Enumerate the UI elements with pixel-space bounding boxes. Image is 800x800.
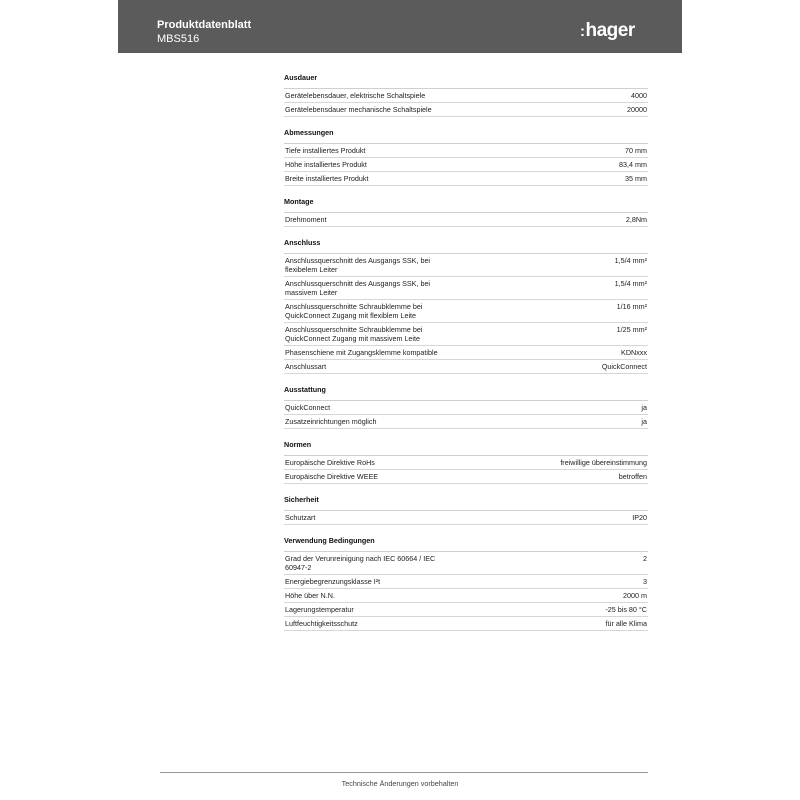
spec-label: Luftfeuchtigkeitsschutz (285, 619, 358, 628)
spec-section (284, 71, 648, 117)
spec-value: 35 mm (625, 174, 647, 183)
spec-label: Europäische Direktive WEEE (285, 472, 379, 481)
spec-label: Höhe über N.N. (285, 591, 335, 600)
spec-value: QuickConnect (601, 362, 647, 371)
spec-row (284, 144, 648, 158)
spec-row (284, 617, 648, 631)
spec-row (284, 456, 648, 470)
spec-label: Höhe installiertes Produkt (285, 160, 367, 169)
spec-row (284, 346, 648, 360)
spec-row (284, 300, 648, 323)
footer-divider (160, 772, 648, 773)
section-title: Sicherheit (284, 493, 648, 511)
spec-label: Tiefe installiertes Produkt (285, 146, 366, 155)
spec-value: KDNxxx (621, 348, 647, 357)
spec-value: 20000 (627, 105, 647, 114)
spec-value: 2 (643, 554, 647, 563)
spec-row (284, 415, 648, 429)
spec-value: 2000 m (623, 591, 647, 600)
spec-value: 70 mm (625, 146, 647, 155)
spec-value: ja (641, 403, 647, 412)
section-title: Verwendung Bedingungen (284, 534, 648, 552)
spec-section (284, 195, 648, 227)
section-title: Ausstattung (284, 383, 648, 401)
spec-value: 1,5/4 mm² (614, 279, 647, 288)
spec-row (284, 470, 648, 484)
spec-label: Europäische Direktive RoHs (285, 458, 375, 467)
spec-value: 1,5/4 mm² (614, 256, 647, 265)
spec-row (284, 603, 648, 617)
spec-label: Anschlussquerschnitte Schraubklemme bei QuickConnect Zugang mit massivem Leite (285, 325, 423, 343)
section-title: Montage (284, 195, 648, 213)
spec-value: 4000 (631, 91, 647, 100)
spec-section (284, 493, 648, 525)
spec-label: Schutzart (285, 513, 316, 522)
spec-label: Drehmoment (285, 215, 327, 224)
spec-row (284, 552, 648, 575)
spec-label: Phasenschiene mit Zugangsklemme kompatible (285, 348, 438, 357)
spec-section (284, 438, 648, 484)
spec-row (284, 589, 648, 603)
spec-row (284, 401, 648, 415)
spec-section (284, 126, 648, 186)
spec-table (284, 71, 648, 640)
section-title: Anschluss (284, 236, 648, 254)
spec-value: 1/25 mm² (616, 325, 647, 334)
spec-value: betroffen (618, 472, 647, 481)
section-title: Ausdauer (284, 71, 648, 89)
product-code: MBS516 (157, 33, 200, 45)
spec-row (284, 323, 648, 346)
hager-logo: :hager (580, 20, 635, 41)
spec-row (284, 172, 648, 186)
spec-value: freiwillige übereinstimmung (560, 458, 647, 467)
spec-label: Zusatzeinrichtungen möglich (285, 417, 377, 426)
spec-label: Gerätelebensdauer, elektrische Schaltspiele (285, 91, 426, 100)
spec-value: -25 bis 80 °C (605, 605, 647, 614)
spec-section (284, 383, 648, 429)
section-title: Normen (284, 438, 648, 456)
section-title: Abmessungen (284, 126, 648, 144)
spec-label: Grad der Verunreinigung nach IEC 60664 / IEC 60947-2 (285, 554, 436, 572)
spec-label: Energiebegrenzungsklasse I²t (285, 577, 381, 586)
spec-section (284, 236, 648, 374)
spec-row (284, 213, 648, 227)
spec-row (284, 511, 648, 525)
document-title: Produktdatenblatt (157, 19, 252, 31)
spec-row (284, 158, 648, 172)
spec-row (284, 360, 648, 374)
spec-label: Anschlussquerschnitte Schraubklemme bei QuickConnect Zugang mit flexiblem Leite (285, 302, 423, 320)
footer-note: Technische Änderungen vorbehalten (341, 779, 459, 788)
spec-row (284, 277, 648, 300)
spec-label: Breite installiertes Produkt (285, 174, 369, 183)
spec-value: 3 (643, 577, 647, 586)
spec-value: IP20 (632, 513, 647, 522)
spec-row (284, 103, 648, 117)
spec-value: 1/16 mm² (616, 302, 647, 311)
spec-value: 83,4 mm (619, 160, 647, 169)
header-bar (118, 0, 682, 53)
spec-value: ja (641, 417, 647, 426)
spec-label: Anschlussquerschnitt des Ausgangs SSK, bei massivem Leiter (285, 279, 431, 297)
spec-label: Anschlussquerschnitt des Ausgangs SSK, bei flexibelem Leiter (285, 256, 431, 274)
spec-row (284, 575, 648, 589)
spec-label: Lagerungstemperatur (285, 605, 354, 614)
spec-row (284, 89, 648, 103)
spec-section (284, 534, 648, 631)
spec-label: Anschlussart (285, 362, 327, 371)
spec-row (284, 254, 648, 277)
spec-value: 2,8Nm (625, 215, 647, 224)
spec-label: Gerätelebensdauer mechanische Schaltspiele (285, 105, 432, 114)
spec-value: für alle Klima (605, 619, 647, 628)
spec-label: QuickConnect (285, 403, 331, 412)
